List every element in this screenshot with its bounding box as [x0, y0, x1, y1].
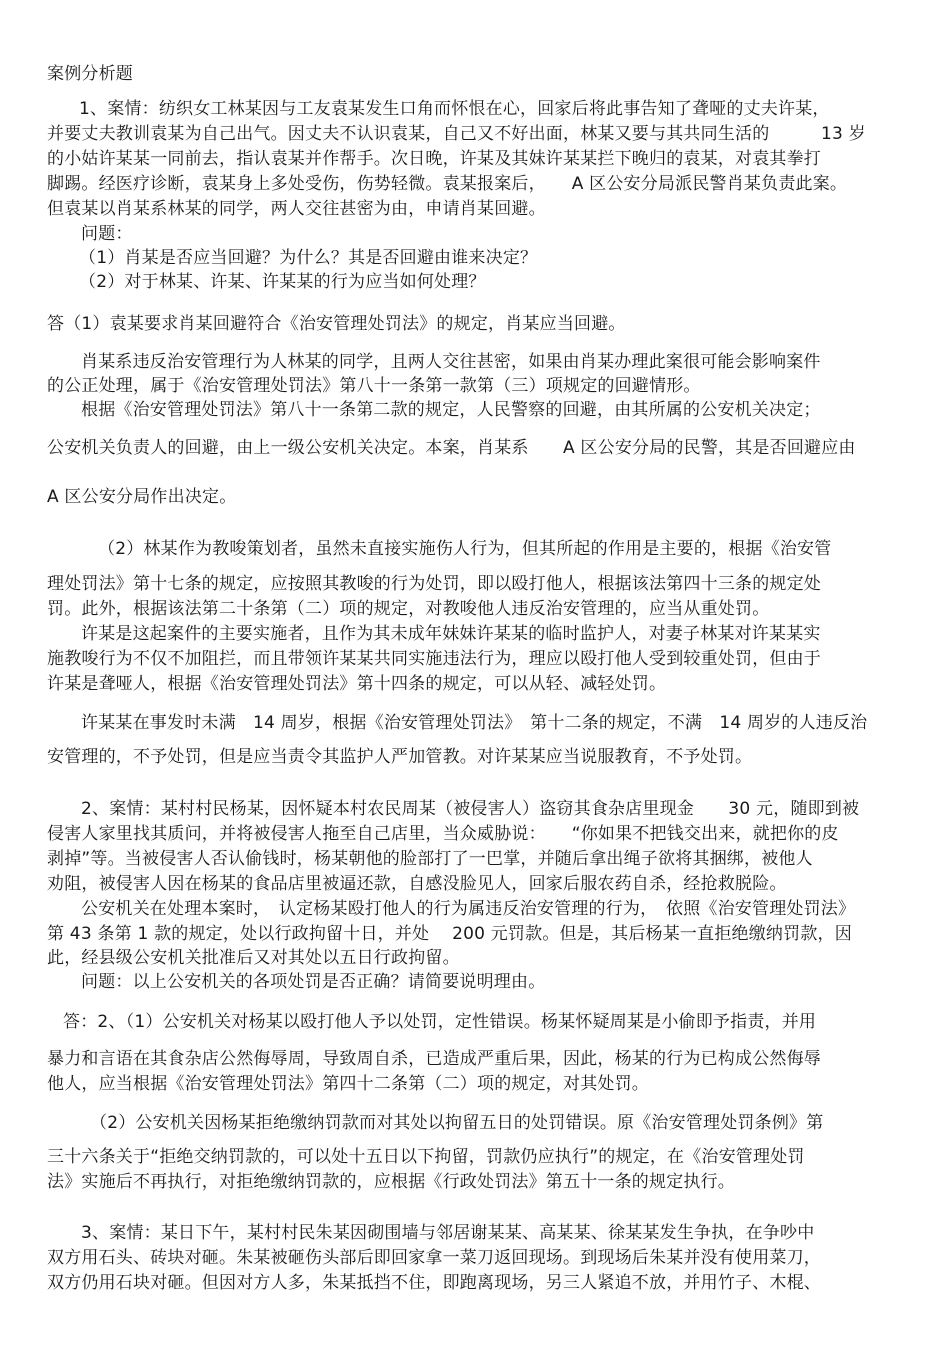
case2-answer-line: （2）公安机关因杨某拒绝缴纳罚款而对其处以拘留五日的处罚错误。原《治安管理处罚条例》第 — [90, 1113, 824, 1133]
document-title: 案例分析题 — [47, 64, 133, 84]
case1-answer-line: 许某是这起案件的主要实施者，且作为其未成年妹妹许某某的临时监护人，对妻子林某对许某某实 — [81, 624, 821, 644]
case2-line: 公安机关在处理本案时， 认定杨某殴打他人的行为属违反治安管理的行为， 依照《治安管理处罚法》 — [81, 899, 856, 919]
case1-answer-line: 许某是聋哑人，根据《治安管理处罚法》第十四条的规定，可以从轻、减轻处罚。 — [47, 674, 667, 694]
case2-line: 第 43 条第 1 款的规定，处以行政拘留十日，并处 200 元罚款。但是，其后杨某一直拒绝缴纳罚款，因 — [47, 924, 852, 944]
case2-line: 侵害人家里找其质问，并将被侵害人拖至自己店里，当众威胁说： “你如果不把钱交出来，就把你的皮 — [47, 824, 839, 844]
case1-answer-line: 肖某系违反治安管理行为人林某的同学，且两人交往甚密，如果由肖某办理此案很可能会影响案件 — [81, 352, 821, 372]
case1-line: 并要丈夫教训袁某为自己出气。因丈夫不认识袁某，自己又不好出面，林某又要与其共同生活的 13 岁 — [47, 124, 866, 144]
case1-question: （2）对于林某、许某、许某某的行为应当如何处理？ — [79, 272, 486, 292]
case3-line: 双方仍用石块对砸。但因对方人多，朱某抵挡不住，即跑离现场，另三人紧追不放，并用竹子、木棍、 — [47, 1273, 821, 1293]
case1-answer-line: 根据《治安管理处罚法》第八十一条第二款的规定，人民警察的回避，由其所属的公安机关决定； — [81, 400, 821, 420]
case2-question: 问题：以上公安机关的各项处罚是否正确？请简要说明理由。 — [81, 972, 546, 992]
case1-line: 但袁某以肖某系林某的同学，两人交往甚密为由，申请肖某回避。 — [47, 199, 546, 219]
case3-line: 3、案情：某日下午，某村村民朱某因砌围墙与邻居谢某某、高某某、徐某某发生争执，在争吵中 — [81, 1223, 815, 1243]
case1-answer-line: （2）林某作为教唆策划者，虽然未直接实施伤人行为，但其所起的作用是主要的，根据《治安管 — [98, 539, 832, 559]
case3-line: 双方用石头、砖块对砸。朱某被砸伤头部后即回家拿一菜刀返回现场。到现场后朱某并没有使用菜刀， — [47, 1248, 821, 1268]
case1-line: 1、案情：纺织女工林某因与工友袁某发生口角而怀恨在心，回家后将此事告知了聋哑的丈夫许某， — [79, 99, 830, 119]
case2-line: 2、案情：某村村民杨某，因怀疑本村农民周某（被侵害人）盗窃其食杂店里现金 30 元，随即到被 — [81, 799, 860, 819]
case1-line: 脚踢。经医疗诊断，袁某身上多处受伤，伤势轻微。袁某报案后， A 区公安分局派民警肖某负责此案。 — [47, 174, 848, 194]
case2-answer-line: 三十六条关于“拒绝交纳罚款的，可以处十五日以下拘留，罚款仍应执行”的规定，在《治安管理处罚 — [47, 1147, 805, 1167]
case1-answer-line: 施教唆行为不仅不加阻拦，而且带领许某某共同实施违法行为，理应以殴打他人受到较重处罚，但由于 — [47, 649, 821, 669]
case1-answer-line: 公安机关负责人的回避，由上一级公安机关决定。本案，肖某系 A 区公安分局的民警，其是否回避应由 — [47, 438, 856, 458]
case1-answer-line: 理处罚法》第十七条的规定，应按照其教唆的行为处罚，即以殴打他人，根据该法第四十三条的规定处 — [47, 574, 821, 594]
case1-answer-line: 答（1）袁某要求肖某回避符合《治安管理处罚法》的规定，肖某应当回避。 — [47, 314, 626, 334]
case1-answer-line: 许某某在事发时未满 14 周岁，根据《治安管理处罚法》 第十二条的规定，不满 14 周岁的人违反治 — [81, 713, 868, 733]
case2-answer-line: 他人，应当根据《治安管理处罚法》第四十二条第（二）项的规定，对其处罚。 — [47, 1074, 649, 1094]
case1-question: （1）肖某是否应当回避？为什么？其是否回避由谁来决定？ — [79, 248, 538, 268]
case1-question-label: 问题： — [81, 224, 133, 244]
case2-answer-line: 答：2、（1）公安机关对杨某以殴打他人予以处罚，定性错误。杨某怀疑周某是小偷即予指责，并用 — [63, 1012, 817, 1032]
case2-answer-line: 暴力和言语在其食杂店公然侮辱周，导致周自杀，已造成严重后果，因此，杨某的行为已构成公然侮辱 — [47, 1049, 821, 1069]
case2-line: 剥掉”等。当被侵害人否认偷钱时，杨某朝他的脸部打了一巴掌，并随后拿出绳子欲将其捆绑，被他人 — [47, 849, 813, 869]
case1-answer-line: A 区公安分局作出决定。 — [47, 487, 237, 507]
case1-answer-line: 的公正处理，属于《治安管理处罚法》第八十一条第一款第（三）项规定的回避情形。 — [47, 376, 701, 396]
case2-line: 劝阻，被侵害人因在杨某的食品店里被逼还款，自感没脸见人，回家后服农药自杀，经抢救脱险。 — [47, 874, 787, 894]
case2-answer-line: 法》实施后不再执行，对拒绝缴纳罚款的，应根据《行政处罚法》第五十一条的规定执行。 — [47, 1172, 735, 1192]
case1-answer-line: 罚。此外，根据该法第二十条第（二）项的规定，对教唆他人违反治安管理的，应当从重处罚。 — [47, 599, 770, 619]
case1-answer-line: 安管理的，不予处罚，但是应当责令其监护人严加管教。对许某某应当说服教育，不予处罚。 — [47, 747, 753, 767]
case2-line: 此，经县级公安机关批准后又对其处以五日行政拘留。 — [47, 948, 460, 968]
case1-line: 的小姑许某某一同前去，指认袁某并作帮手。次日晚，许某及其妹许某某拦下晚归的袁某，对袁其拳打 — [47, 149, 821, 169]
